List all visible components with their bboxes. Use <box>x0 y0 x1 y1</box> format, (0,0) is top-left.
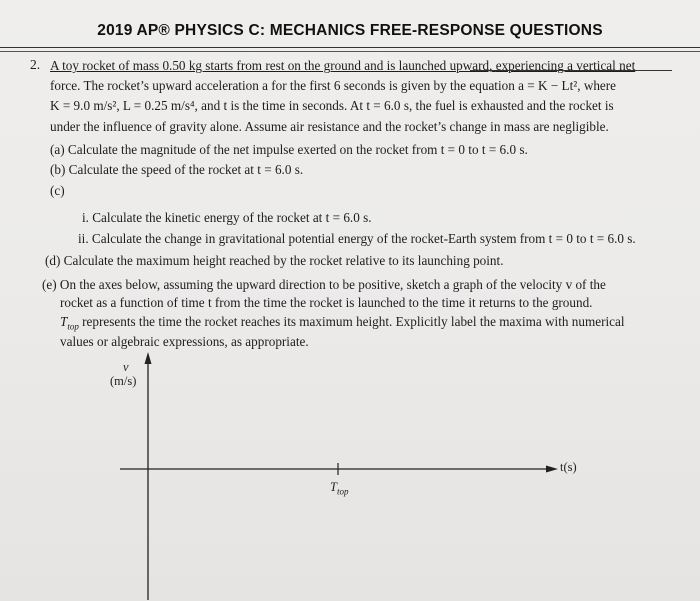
x-axis-arrow <box>546 466 558 473</box>
part-e-line-4: values or algebraic expressions, as appropriate. <box>60 334 309 349</box>
x-axis-label: t(s) <box>560 460 577 474</box>
y-axis-unit-label: (m/s) <box>110 374 137 388</box>
ttop-symbol: $T_{top}$ <box>60 314 79 332</box>
intro-line-2: force. The rocket’s upward acceleration a for the first 6 seconds is given by the equation a = K − Lt², where <box>50 78 617 93</box>
part-b: (b) Calculate the speed of the rocket at t = 6.0 s. <box>50 162 304 177</box>
part-a: (a) Calculate the magnitude of the net impulse exerted on the rocket from t = 0 to t = 6.0 s. <box>50 142 528 157</box>
part-c-ii: ii. Calculate the change in gravitational potential energy of the rocket-Earth system from t = 0 to t = 6.0 s. <box>78 231 636 246</box>
y-axis-variable-label: v <box>123 360 129 374</box>
intro-line-1-underlined: A toy rocket of mass 0.50 kg starts from rest on the ground and is launched upward, <box>50 58 496 73</box>
part-e-line-3: $T_{top}$ represents the time the rocket reaches its maximum height. Explicitly label the maxima with numerical <box>60 314 625 332</box>
part-e-line-2: rocket as a function of time t from the time the rocket is launched to the time it returns to the ground. <box>60 295 593 310</box>
part-c: (c) <box>50 183 65 198</box>
question-number: 2. <box>30 57 41 72</box>
part-c-i: i. Calculate the kinetic energy of the rocket at t = 6.0 s. <box>82 210 372 225</box>
part-e-line-1: (e) On the axes below, assuming the upward direction to be positive, sketch a graph of the velocity v of the <box>42 277 606 292</box>
intro-line-1-struck: experiencing a vertical net <box>495 58 636 73</box>
ttop-tick-label: $T_{top}$ <box>330 480 349 497</box>
intro-line-4: under the influence of gravity alone. Assume air resistance and the rocket’s change in mass are negligible. <box>50 119 609 134</box>
intro-line-3: K = 9.0 m/s², L = 0.25 m/s⁴, and t is the time in seconds. At t = 6.0 s, the fuel is exhausted and the rocket is <box>50 98 614 113</box>
page-header: 2019 AP® PHYSICS C: MECHANICS FREE-RESPONSE QUESTIONS <box>97 22 603 39</box>
part-d: (d) Calculate the maximum height reached by the rocket relative to its launching point. <box>45 253 504 268</box>
y-axis-arrow <box>145 352 152 364</box>
